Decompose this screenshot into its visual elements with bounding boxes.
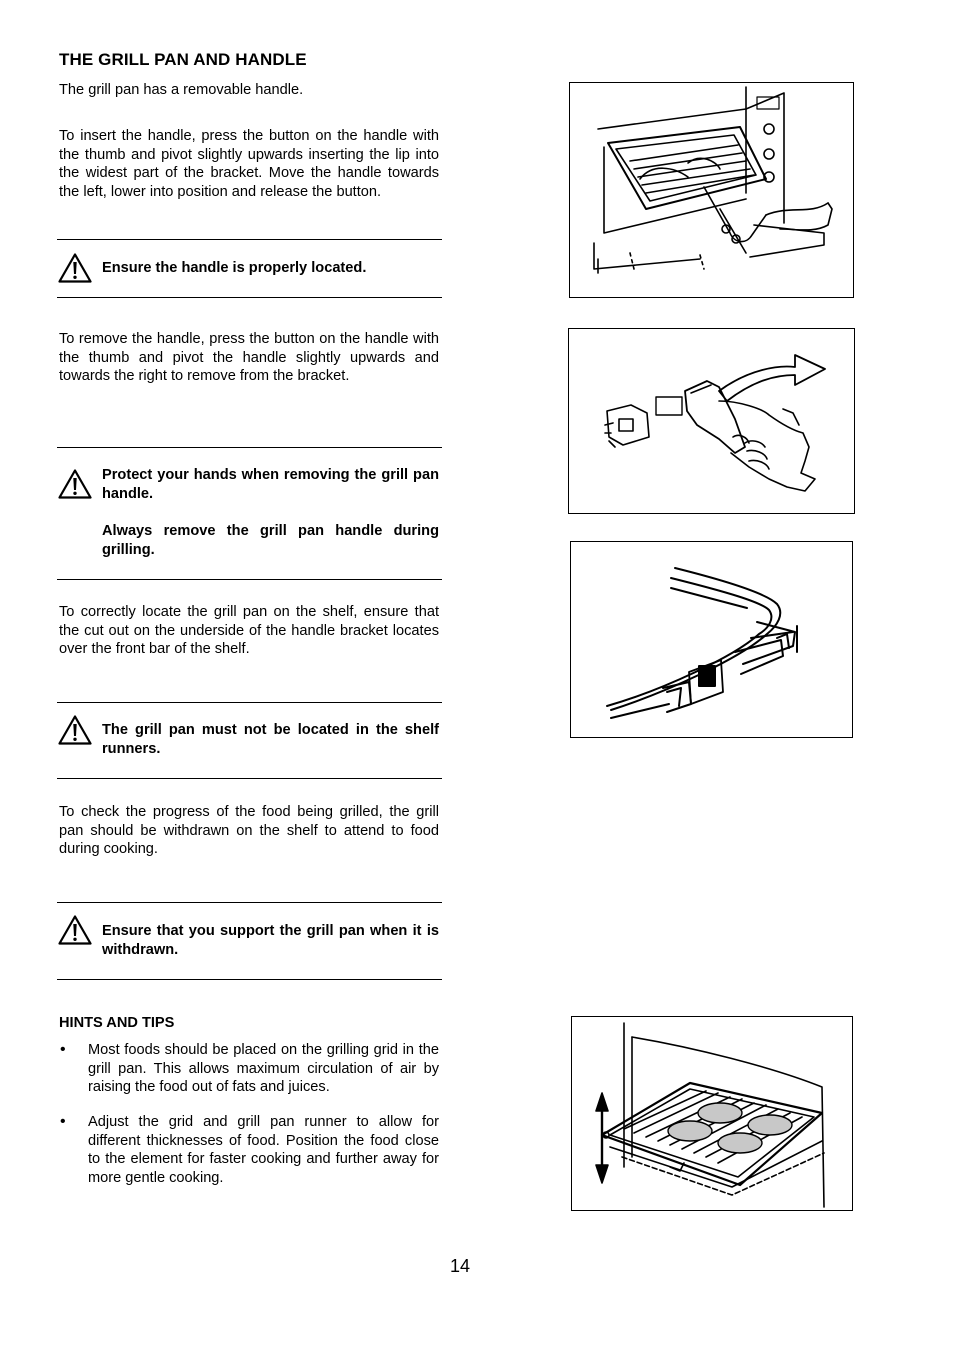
divider xyxy=(57,297,442,298)
insert-handle-text: To insert the handle, press the button on the handle with the thumb and pivot slightly upwards inserting the lip into the widest part of the bracket. Move the handle towards the left, lower into position and release the button. xyxy=(59,128,439,200)
divider xyxy=(57,979,442,980)
bullet-icon: • xyxy=(60,1041,66,1058)
list-item: Most foods should be placed on the grilling grid in the grill pan. This allows maximum circulation of air by raising the food out of fats and juices. xyxy=(88,1042,439,1096)
check-progress-text: To check the progress of the food being grilled, the grill pan should be withdrawn on the shelf to attend to food during cooking. xyxy=(59,804,439,858)
warning-triangle-icon xyxy=(58,469,92,499)
warning-text: Protect your hands when removing the grill pan handle. xyxy=(102,467,439,502)
remove-handle-text: To remove the handle, press the button on the handle with the thumb and pivot the handle slightly upwards and towards the right to remove from the bracket. xyxy=(59,331,439,385)
locate-pan-text: To correctly locate the grill pan on the shelf, ensure that the cut out on the underside of the handle bracket locates over the front bar of the shelf. xyxy=(59,604,439,658)
divider xyxy=(57,702,442,703)
warning-text: The grill pan must not be located in the shelf runners. xyxy=(102,722,439,757)
handle-bracket-on-shelf-illustration xyxy=(570,541,853,738)
divider xyxy=(57,902,442,903)
section-title: THE GRILL PAN AND HANDLE xyxy=(59,50,307,69)
divider xyxy=(57,778,442,779)
grill-pan-in-oven-illustration xyxy=(569,82,854,298)
warning-triangle-icon xyxy=(58,715,92,745)
warning-text: Ensure that you support the grill pan when it is withdrawn. xyxy=(102,923,439,958)
intro-text: The grill pan has a removable handle. xyxy=(59,82,304,98)
list-item: Adjust the grid and grill pan runner to allow for different thicknesses of food. Position the food close to the element for faster cooking and further away for more gentle cooking. xyxy=(88,1114,439,1186)
warning-text: Ensure the handle is properly located. xyxy=(102,260,367,276)
warning-text: Always remove the grill pan handle during grilling. xyxy=(102,523,439,558)
divider xyxy=(57,447,442,448)
divider xyxy=(57,239,442,240)
page-number: 14 xyxy=(450,1256,471,1276)
handle-removal-illustration xyxy=(568,328,855,514)
divider xyxy=(57,579,442,580)
warning-triangle-icon xyxy=(58,253,92,283)
bullet-icon: • xyxy=(60,1113,66,1130)
warning-triangle-icon xyxy=(58,915,92,945)
hints-title: HINTS AND TIPS xyxy=(59,1015,175,1031)
grill-pan-runner-height-illustration xyxy=(571,1016,853,1211)
